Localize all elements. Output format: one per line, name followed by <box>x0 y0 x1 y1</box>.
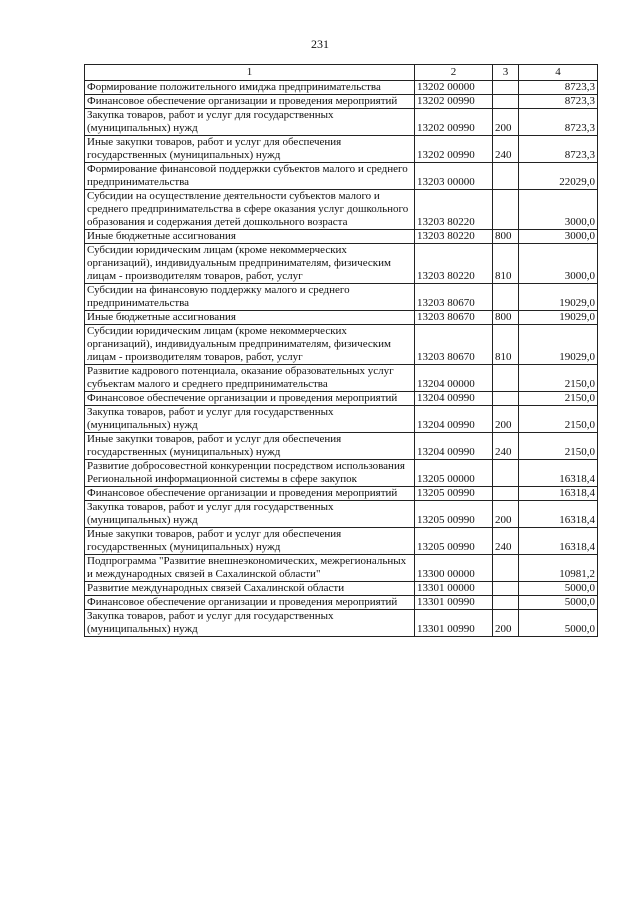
cell-name: Финансовое обеспечение организации и проведения мероприятий <box>85 392 415 406</box>
header-col-4: 4 <box>519 65 598 81</box>
header-row <box>85 65 598 81</box>
header-col-1: 1 <box>85 65 415 81</box>
cell-code: 13203 80670 <box>415 325 493 365</box>
cell-type: 240 <box>493 528 519 555</box>
table-row <box>85 582 598 596</box>
cell-code: 13202 00000 <box>415 81 493 95</box>
cell-code: 13204 00990 <box>415 433 493 460</box>
table-row <box>85 136 598 163</box>
cell-name: Развитие кадрового потенциала, оказание образовательных услуг субъектам малого и среднего предпринимательства <box>85 365 415 392</box>
table-row <box>85 81 598 95</box>
table-row <box>85 460 598 487</box>
cell-sum: 8723,3 <box>519 136 598 163</box>
cell-type <box>493 365 519 392</box>
cell-type: 810 <box>493 244 519 284</box>
cell-code: 13205 00990 <box>415 501 493 528</box>
cell-name: Развитие международных связей Сахалинской области <box>85 582 415 596</box>
cell-sum: 8723,3 <box>519 81 598 95</box>
cell-code: 13203 80670 <box>415 311 493 325</box>
cell-type <box>493 487 519 501</box>
cell-sum: 5000,0 <box>519 610 598 637</box>
cell-sum: 5000,0 <box>519 596 598 610</box>
cell-code: 13203 00000 <box>415 163 493 190</box>
cell-sum: 2150,0 <box>519 406 598 433</box>
header-col-3: 3 <box>493 65 519 81</box>
cell-type <box>493 81 519 95</box>
cell-name: Иные бюджетные ассигнования <box>85 230 415 244</box>
table-row <box>85 311 598 325</box>
cell-type: 810 <box>493 325 519 365</box>
cell-sum: 16318,4 <box>519 528 598 555</box>
cell-type <box>493 284 519 311</box>
table-row <box>85 244 598 284</box>
cell-sum: 3000,0 <box>519 244 598 284</box>
cell-sum: 2150,0 <box>519 365 598 392</box>
cell-type <box>493 555 519 582</box>
cell-code: 13203 80220 <box>415 244 493 284</box>
table-body <box>85 81 598 637</box>
table-row <box>85 284 598 311</box>
cell-name: Иные бюджетные ассигнования <box>85 311 415 325</box>
cell-name: Иные закупки товаров, работ и услуг для обеспечения государственных (муниципальных) нужд <box>85 433 415 460</box>
cell-code: 13202 00990 <box>415 95 493 109</box>
cell-sum: 3000,0 <box>519 190 598 230</box>
cell-name: Субсидии на осуществление деятельности субъектов малого и среднего предпринимательства в сфере оказания услуг дошкольного образования и содержания детей дошкольного возраста <box>85 190 415 230</box>
cell-name: Формирование положительного имиджа предпринимательства <box>85 81 415 95</box>
cell-type <box>493 392 519 406</box>
budget-table <box>84 64 598 637</box>
cell-sum: 5000,0 <box>519 582 598 596</box>
cell-name: Финансовое обеспечение организации и проведения мероприятий <box>85 596 415 610</box>
cell-type: 240 <box>493 136 519 163</box>
cell-code: 13301 00990 <box>415 596 493 610</box>
cell-name: Иные закупки товаров, работ и услуг для обеспечения государственных (муниципальных) нужд <box>85 136 415 163</box>
cell-sum: 8723,3 <box>519 95 598 109</box>
cell-name: Развитие добросовестной конкуренции посредством использования Региональной информационной системы в сфере закупок <box>85 460 415 487</box>
table-row <box>85 406 598 433</box>
cell-type <box>493 190 519 230</box>
table-row <box>85 163 598 190</box>
cell-type: 800 <box>493 311 519 325</box>
table-row <box>85 487 598 501</box>
table-row <box>85 610 598 637</box>
cell-type <box>493 163 519 190</box>
cell-code: 13203 80220 <box>415 230 493 244</box>
cell-sum: 16318,4 <box>519 487 598 501</box>
cell-type: 200 <box>493 610 519 637</box>
cell-sum: 22029,0 <box>519 163 598 190</box>
cell-name: Иные закупки товаров, работ и услуг для обеспечения государственных (муниципальных) нужд <box>85 528 415 555</box>
cell-sum: 16318,4 <box>519 460 598 487</box>
cell-name: Закупка товаров, работ и услуг для государственных (муниципальных) нужд <box>85 610 415 637</box>
cell-sum: 19029,0 <box>519 311 598 325</box>
cell-type: 800 <box>493 230 519 244</box>
cell-name: Субсидии юридическим лицам (кроме некоммерческих организаций), индивидуальным предпринимателям, физическим лицам - производителям товаров, работ, услуг <box>85 325 415 365</box>
table-row <box>85 528 598 555</box>
cell-code: 13205 00990 <box>415 487 493 501</box>
cell-sum: 19029,0 <box>519 325 598 365</box>
cell-type: 200 <box>493 109 519 136</box>
cell-name: Закупка товаров, работ и услуг для государственных (муниципальных) нужд <box>85 109 415 136</box>
cell-code: 13202 00990 <box>415 136 493 163</box>
cell-type: 200 <box>493 406 519 433</box>
cell-name: Финансовое обеспечение организации и проведения мероприятий <box>85 95 415 109</box>
table-row <box>85 109 598 136</box>
cell-code: 13204 00990 <box>415 406 493 433</box>
cell-code: 13204 00990 <box>415 392 493 406</box>
table-row <box>85 190 598 230</box>
cell-type <box>493 95 519 109</box>
cell-type: 240 <box>493 433 519 460</box>
table-row <box>85 392 598 406</box>
cell-code: 13202 00990 <box>415 109 493 136</box>
cell-type <box>493 582 519 596</box>
cell-type: 200 <box>493 501 519 528</box>
cell-name: Субсидии на финансовую поддержку малого и среднего предпринимательства <box>85 284 415 311</box>
table-row <box>85 433 598 460</box>
cell-code: 13301 00000 <box>415 582 493 596</box>
cell-name: Подпрограмма "Развитие внешнеэкономических, межрегиональных и международных связей в Сахалинской области" <box>85 555 415 582</box>
cell-sum: 2150,0 <box>519 392 598 406</box>
cell-name: Закупка товаров, работ и услуг для государственных (муниципальных) нужд <box>85 501 415 528</box>
cell-type <box>493 460 519 487</box>
cell-code: 13205 00000 <box>415 460 493 487</box>
cell-sum: 10981,2 <box>519 555 598 582</box>
table-row <box>85 365 598 392</box>
cell-code: 13203 80670 <box>415 284 493 311</box>
table-row <box>85 555 598 582</box>
cell-type <box>493 596 519 610</box>
header-col-2: 2 <box>415 65 493 81</box>
cell-code: 13300 00000 <box>415 555 493 582</box>
cell-sum: 8723,3 <box>519 109 598 136</box>
cell-name: Финансовое обеспечение организации и проведения мероприятий <box>85 487 415 501</box>
cell-name: Закупка товаров, работ и услуг для государственных (муниципальных) нужд <box>85 406 415 433</box>
cell-name: Субсидии юридическим лицам (кроме некоммерческих организаций), индивидуальным предпринимателям, физическим лицам - производителям товаров, работ, услуг <box>85 244 415 284</box>
cell-name: Формирование финансовой поддержки субъектов малого и среднего предпринимательства <box>85 163 415 190</box>
cell-sum: 19029,0 <box>519 284 598 311</box>
table-row <box>85 95 598 109</box>
table-row <box>85 230 598 244</box>
cell-code: 13203 80220 <box>415 190 493 230</box>
table-row <box>85 596 598 610</box>
table-row <box>85 325 598 365</box>
page-number: 231 <box>311 37 329 51</box>
cell-code: 13205 00990 <box>415 528 493 555</box>
cell-sum: 3000,0 <box>519 230 598 244</box>
cell-code: 13301 00990 <box>415 610 493 637</box>
cell-code: 13204 00000 <box>415 365 493 392</box>
cell-sum: 2150,0 <box>519 433 598 460</box>
cell-sum: 16318,4 <box>519 501 598 528</box>
table-row <box>85 501 598 528</box>
